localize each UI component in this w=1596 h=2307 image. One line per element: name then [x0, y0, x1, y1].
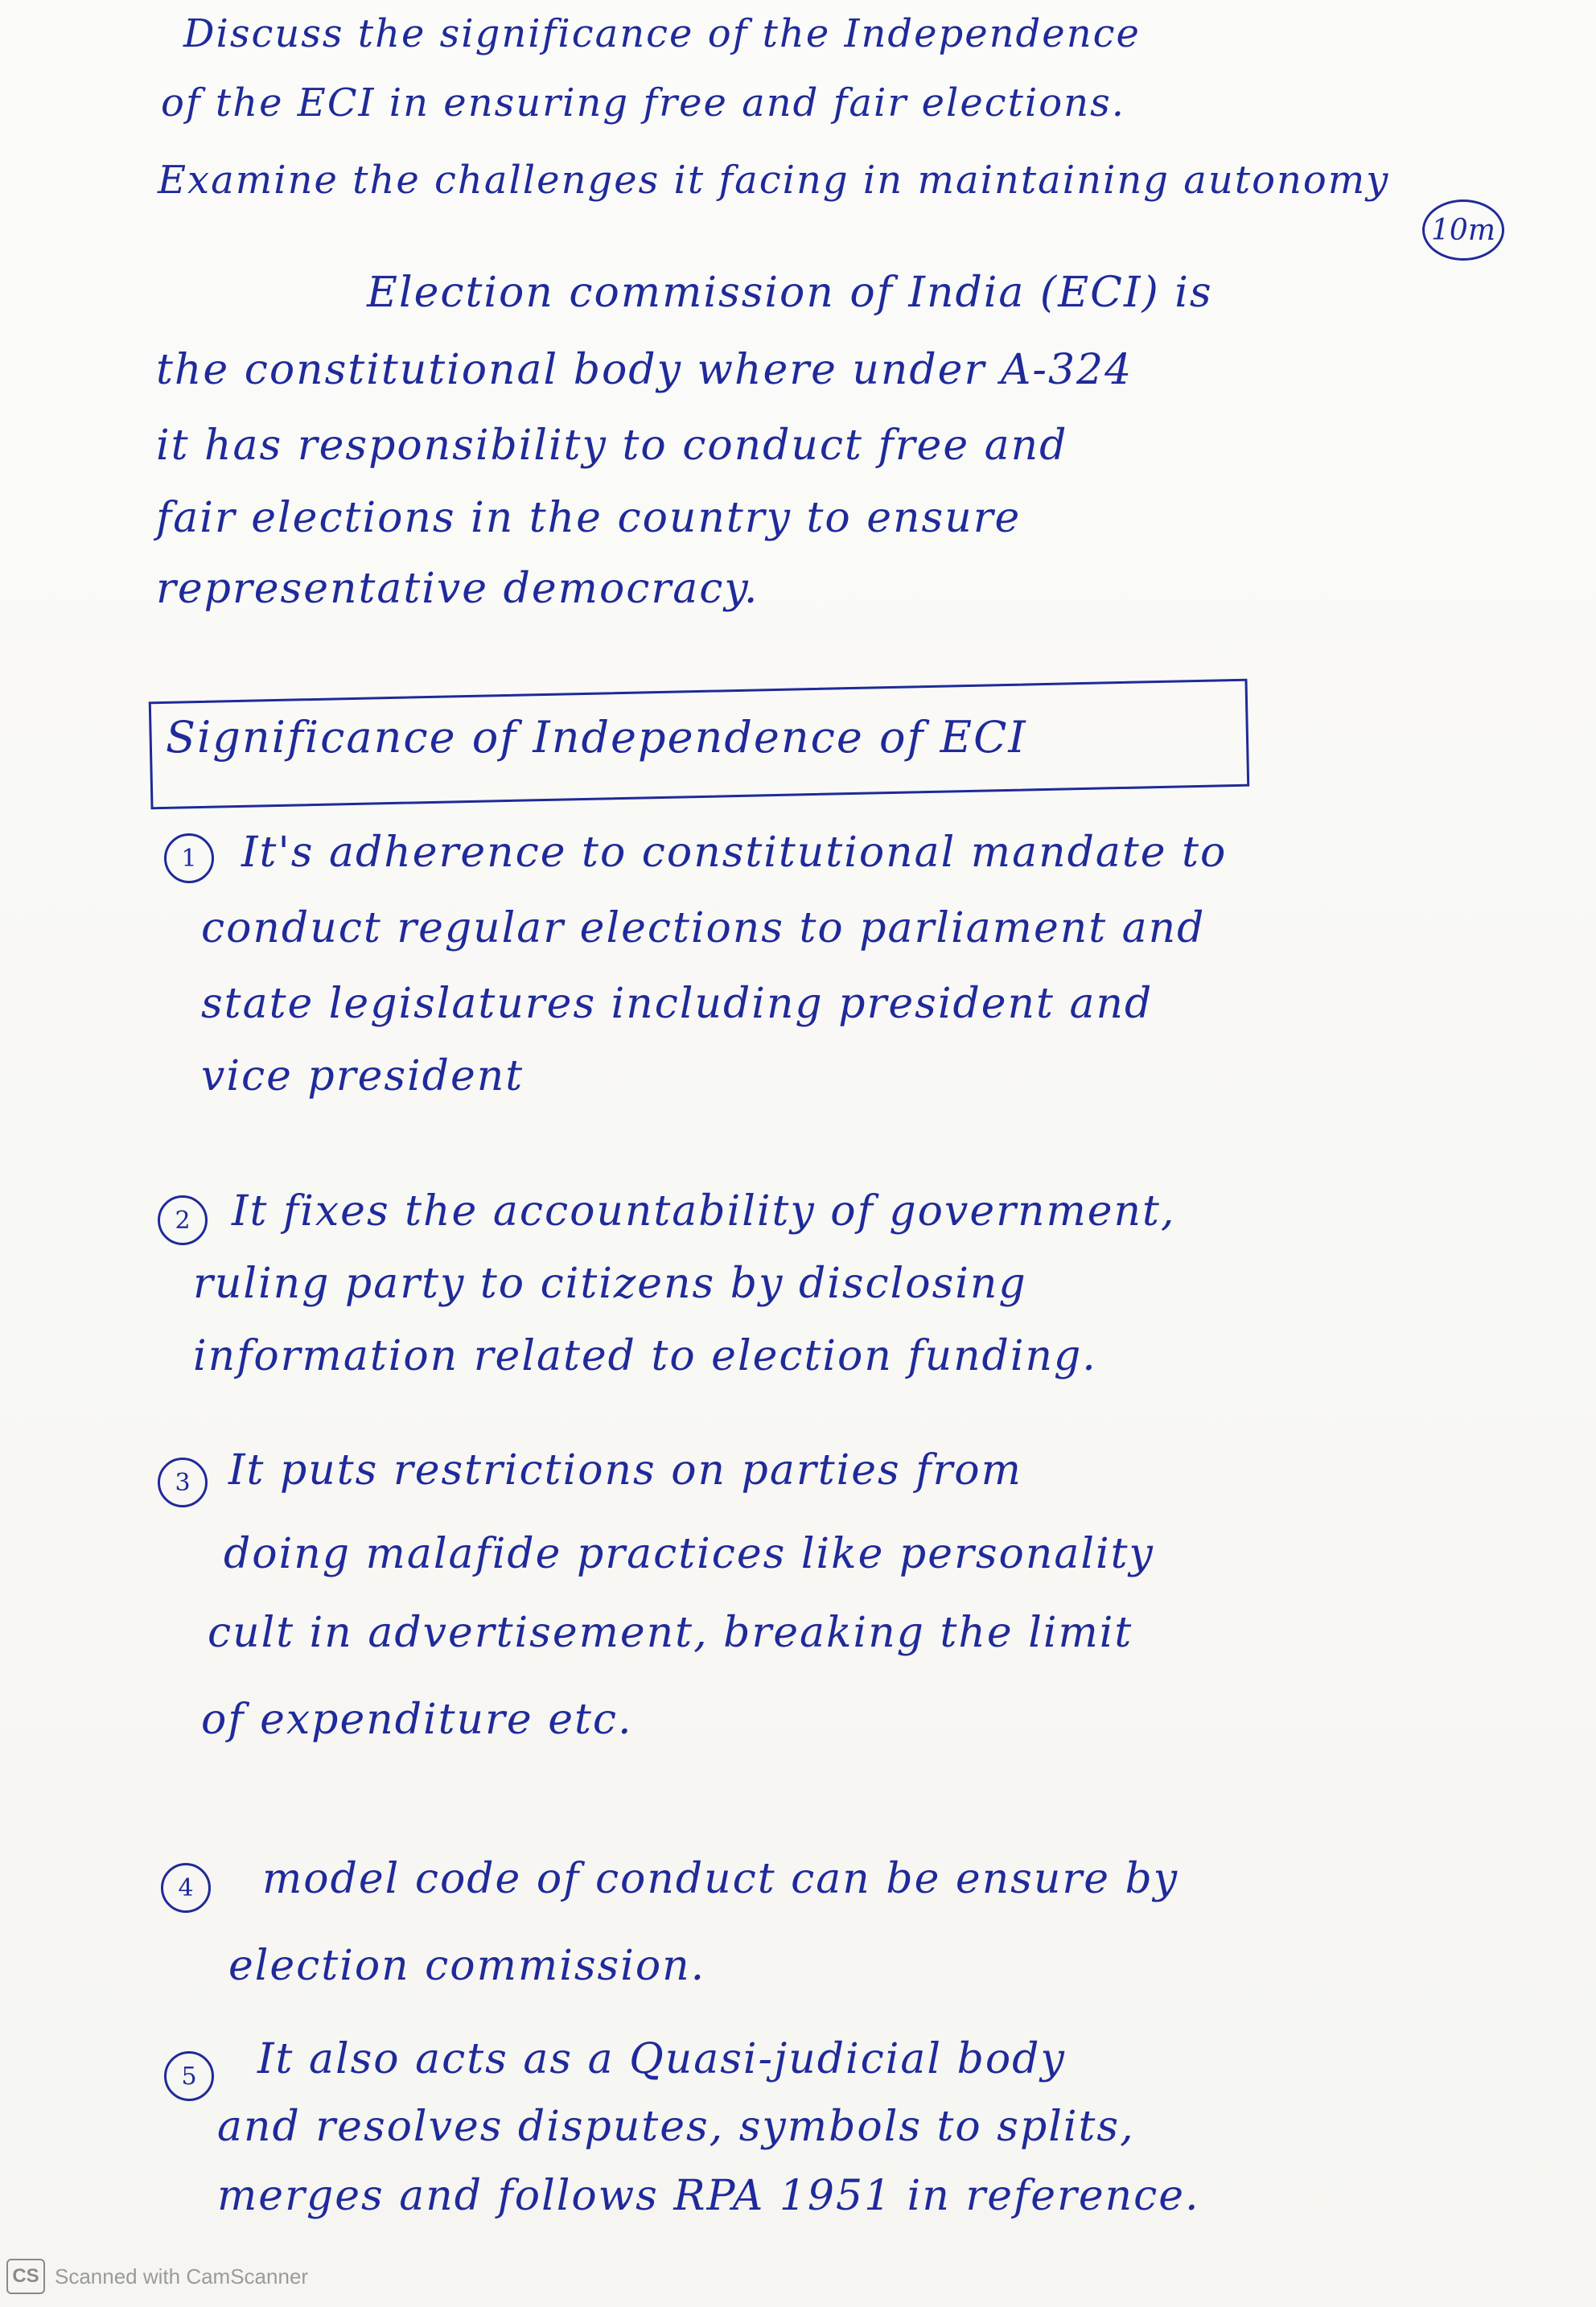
point-2-line-3: information related to election funding. [193, 1332, 1097, 1380]
point-4-line-1: model code of conduct can be ensure by [262, 1855, 1179, 1903]
point-1-line-1: It's adherence to constitutional mandate to [241, 829, 1228, 877]
intro-line-1: Election commission of India (ECI) is [367, 269, 1213, 317]
point-number-4: 4 [161, 1863, 211, 1913]
marks-badge: 10m [1422, 199, 1504, 261]
camscanner-logo-icon: CS [6, 2259, 45, 2294]
intro-line-2: the constitutional body where under A-324 [156, 346, 1133, 394]
point-number-2: 2 [158, 1195, 208, 1245]
question-line-1: Discuss the significance of the Independence [183, 11, 1141, 56]
camscanner-text: Scanned with CamScanner [55, 2264, 309, 2288]
camscanner-watermark [6, 2259, 308, 2294]
point-1-line-3: state legislatures including president and [201, 980, 1154, 1028]
point-number-5: 5 [164, 2051, 214, 2101]
point-2-line-2: ruling party to citizens by disclosing [193, 1260, 1027, 1308]
intro-line-4: fair elections in the country to ensure [156, 494, 1022, 542]
point-number-1: 1 [164, 833, 214, 883]
point-5-line-2: and resolves disputes, symbols to splits, [217, 2103, 1135, 2151]
question-line-2: of the ECI in ensuring free and fair elections. [161, 80, 1125, 125]
point-3-line-3: cult in advertisement, breaking the limit [208, 1609, 1133, 1657]
point-5-line-1: It also acts as a Quasi-judicial body [257, 2035, 1066, 2083]
point-3-line-1: It puts restrictions on parties from [228, 1446, 1022, 1495]
point-1-line-4: vice president [201, 1052, 524, 1100]
point-3-line-4: of expenditure etc. [201, 1696, 633, 1744]
question-line-3: Examine the challenges it facing in maintaining autonomy [158, 158, 1390, 203]
point-2-line-1: It fixes the accountability of government, [232, 1187, 1176, 1236]
point-3-line-2: doing malafide practices like personality [224, 1530, 1154, 1578]
point-1-line-2: conduct regular elections to parliament and [201, 904, 1206, 952]
intro-line-5: representative democracy. [156, 565, 759, 613]
section-heading: Significance of Independence of ECI [166, 712, 1027, 763]
point-4-line-2: election commission. [228, 1942, 706, 1990]
intro-line-3: it has responsibility to conduct free and [156, 422, 1068, 470]
point-number-3: 3 [158, 1458, 208, 1507]
point-5-line-3: merges and follows RPA 1951 in reference. [217, 2172, 1200, 2220]
